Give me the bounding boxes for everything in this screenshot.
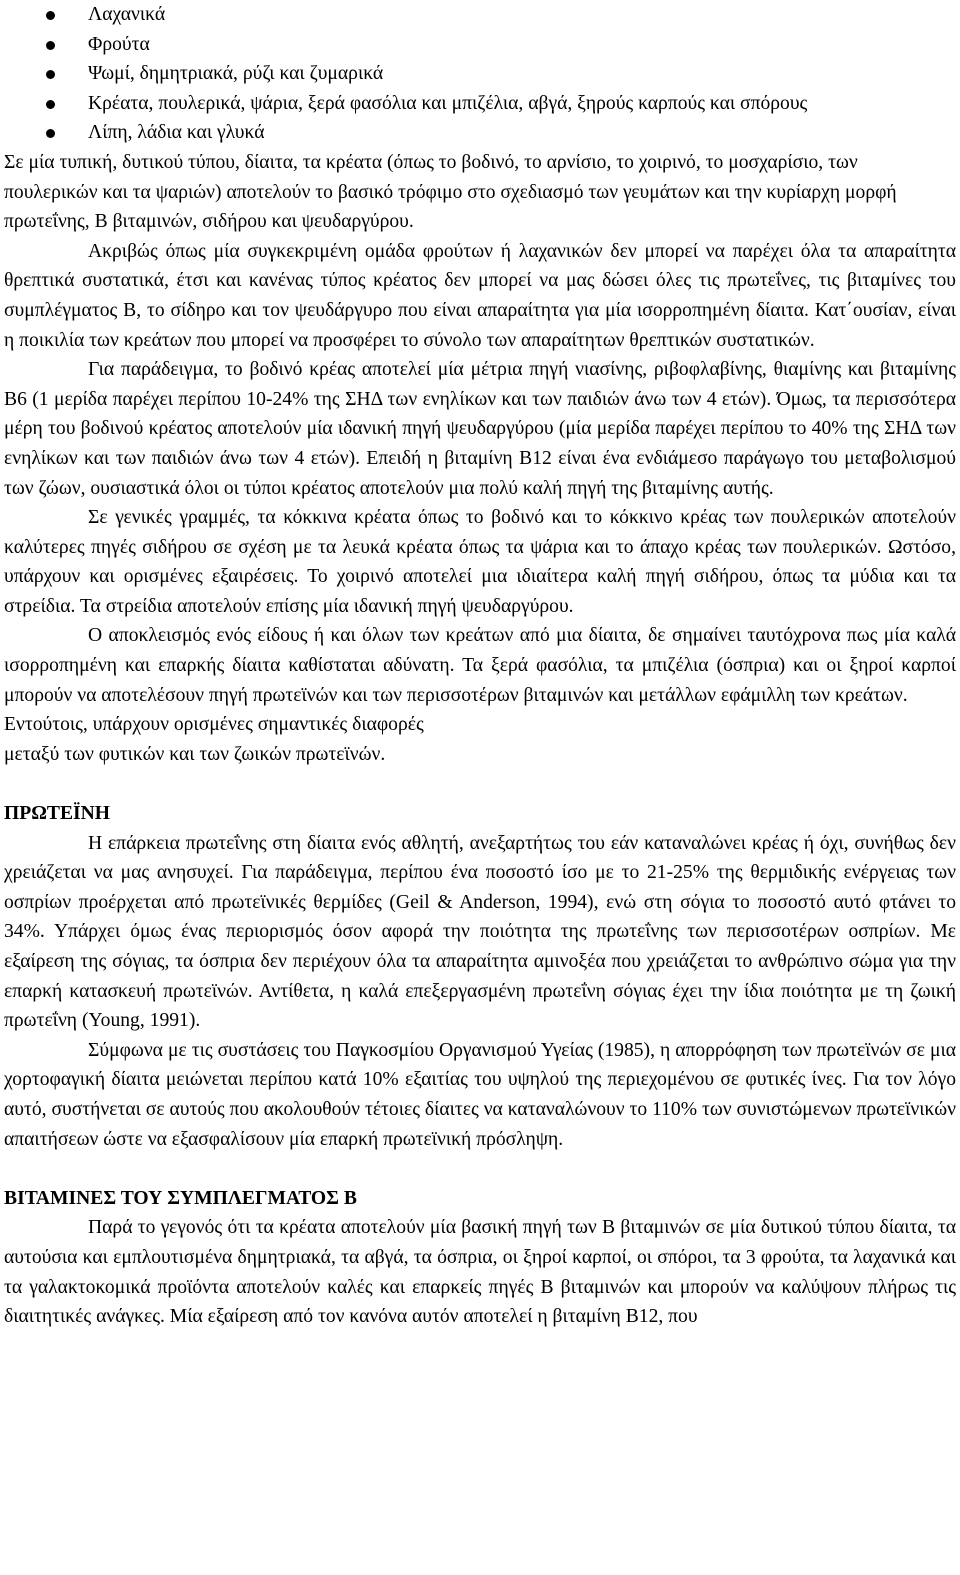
paragraph: Παρά το γεγονός ότι τα κρέατα αποτελούν μία βασική πηγή των Β βιταμινών σε μία δυτικού τύπου δίαιτα, τα αυτούσια και εμπλουτισμένα δημητριακά, τα αβγά, τα όσπρια, οι ξηροί καρποί, οι σπόροι, τα 3 φρούτα, τα λαχανικά και τα γαλακτοκομικά προϊόντα αποτελούν καλές και επαρκείς πηγές Β βιταμινών και μπορούν να καλύψουν πλήρως τις διαιτητικές ανάγκες. Μία εξαίρεση από τον κανόνα αυτόν αποτελεί η βιταμίνη Β12, που [4, 1217, 956, 1328]
paragraph: Η επάρκεια πρωτεΐνης στη δίαιτα ενός αθλητή, ανεξαρτήτως του εάν καταναλώνει κρέας ή όχι, συνήθως δεν χρειάζεται να μας ανησυχεί. Για παράδειγμα, περίπου ένα ποσοστό ίσο με το 21-25% της θερμιδικής ενέργειας των οσπρίων προέρχεται από πρωτεϊνικές θερμίδες (Geil & Anderson, 1994), ενώ στη σόγια το ποσοστό αυτό φτάνει το 34%. Υπάρχει όμως ένας περιορισμός όσον αφορά την ποιότητα της πρωτεΐνης των περισσοτέρων οσπρίων. Με εξαίρεση της σόγιας, τα όσπρια δεν περιέχουν όλα τα απαραίτητα αμινοξέα που χρειάζεται το ανθρώπινο σώμα για την επαρκή κατασκευή πρωτεϊνών. Αντίθετα, η καλά επεξεργασμένη πρωτεΐνη σόγιας έχει την ίδια ποιότητα με τη ζωική πρωτεΐνη (Young, 1991). [4, 832, 956, 1032]
paragraph: Ο αποκλεισμός ενός είδους ή και όλων των κρεάτων από μια δίαιτα, δε σημαίνει ταυτόχρονα πως μία καλά ισορροπημένη και επαρκής δίαιτα καθίσταται αδύνατη. Τα ξερά φασόλια, τα μπιζέλια (όσπρια) και οι ξηροί καρποί μπορούν να αποτελέσουν πηγή πρωτεϊνών και των περισσοτέρων βιταμινών και μετάλλων εφάμιλλη των κρεάτων. [4, 625, 956, 706]
paragraph: Ακριβώς όπως μία συγκεκριμένη ομάδα φρούτων ή λαχανικών δεν μπορεί να παρέχει όλα τα απαραίτητα θρεπτικά συστατικά, έτσι και κανένας τύπος κρέατος δεν μπορεί να μας δώσει όλες τις πρωτεΐνες, τις βιταμίνες του συμπλέγματος Β, το σίδηρο και τον ψευδάργυρο που είναι απαραίτητα για μία ισορροπημένη δίαιτα. Κατ΄ουσίαν, είναι η ποικιλία των κρεάτων που μπορεί να προσφέρει το σύνολο των απαραίτητων θρεπτικών συστατικών. [4, 240, 956, 351]
paragraph: Σε γενικές γραμμές, τα κόκκινα κρέατα όπως το βοδινό και το κόκκινο κρέας των πουλερικών αποτελούν καλύτερες πηγές σιδήρου σε σχέση με τα λευκά κρέατα όπως τα ψάρια και το άπαχο κρέας των πουλερικών. Ωστόσο, υπάρχουν και ορισμένες εξαιρέσεις. Το χοιρινό αποτελεί μια ιδιαίτερα καλή πηγή σιδήρου, όπως τα μύδια και τα στρείδια. Τα στρείδια αποτελούν επίσης μία ιδανική πηγή ψευδαργύρου. [4, 507, 956, 617]
spacer [4, 1154, 956, 1184]
list-item: Κρέατα, πουλερικά, ψάρια, ξερά φασόλια και μπιζέλια, αβγά, ξηρούς καρπούς και σπόρους [4, 89, 956, 119]
list-item: Λαχανικά [4, 0, 956, 30]
document-page [4, 0, 956, 1332]
paragraph: Για παράδειγμα, το βοδινό κρέας αποτελεί μία μέτρια πηγή νιασίνης, ριβοφλαβίνης, θιαμίνης και βιταμίνης Β6 (1 μερίδα παρέχει περίπου 10-24% της ΣΗΔ των ενηλίκων και των παιδιών άνω των 4 ετών). Όμως, τα περισσότερα μέρη του βοδινού κρέατος αποτελούν μία ιδανική πηγή ψευδαργύρου (μία μερίδα παρέχει περίπου το 40% της ΣΗΔ των ενηλίκων και των παιδιών άνω των 4 ετών). Επειδή η βιταμίνη Β12 είναι ένα ενδιάμεσο παράγωγο του μεταβολισμού των ζώων, ουσιαστικά όλοι οι τύποι κρέατος αποτελούν μια πολύ καλή πηγή της βιταμίνης αυτής. [4, 359, 956, 499]
section-heading-protein: ΠΡΩΤΕΪΝΗ [4, 803, 111, 825]
list-item: Φρούτα [4, 30, 956, 60]
list-item: Λίπη, λάδια και γλυκά [4, 118, 956, 148]
section-heading-b-vitamins: ΒΙΤΑΜΙΝΕΣ ΤΟΥ ΣΥΜΠΛΕΓΜΑΤΟΣ Β [4, 1187, 357, 1209]
food-group-list [4, 0, 956, 148]
spacer [4, 769, 956, 799]
paragraph: Σε μία τυπική, δυτικού τύπου, δίαιτα, τα κρέατα (όπως το βοδινό, το αρνίσιο, το χοιρινό, το μοσχαρίσιο, των πουλερικών και τα ψαριών) αποτελούν το βασικό τρόφιμο στο σχεδιασμό των γευμάτων και την κυρίαρχη μορφή πρωτεΐνης, Β βιταμινών, σιδήρου και ψευδαργύρου. [4, 151, 897, 233]
paragraph-line: Εντούτοις, υπάρχουν ορισμένες σημαντικές διαφορές [4, 714, 424, 736]
list-item: Ψωμί, δημητριακά, ρύζι και ζυμαρικά [4, 59, 956, 89]
paragraph: Σύμφωνα με τις συστάσεις του Παγκοσμίου Οργανισμού Υγείας (1985), η απορρόφηση των πρωτεϊνών σε μια χορτοφαγική δίαιτα μειώνεται περίπου κατά 10% εξαιτίας του υψηλού της περιεχομένου σε φυτικές ίνες. Για τον λόγο αυτό, συστήνεται σε αυτούς που ακολουθούν τέτοιες δίαιτες να καταναλώνουν το 110% των συνιστώμενων πρωτεϊνικών απαιτήσεων ώστε να εξασφαλίσουν μία επαρκή πρωτεϊνική πρόσληψη. [4, 1039, 956, 1150]
paragraph-line: μεταξύ των φυτικών και των ζωικών πρωτεϊνών. [4, 743, 386, 765]
